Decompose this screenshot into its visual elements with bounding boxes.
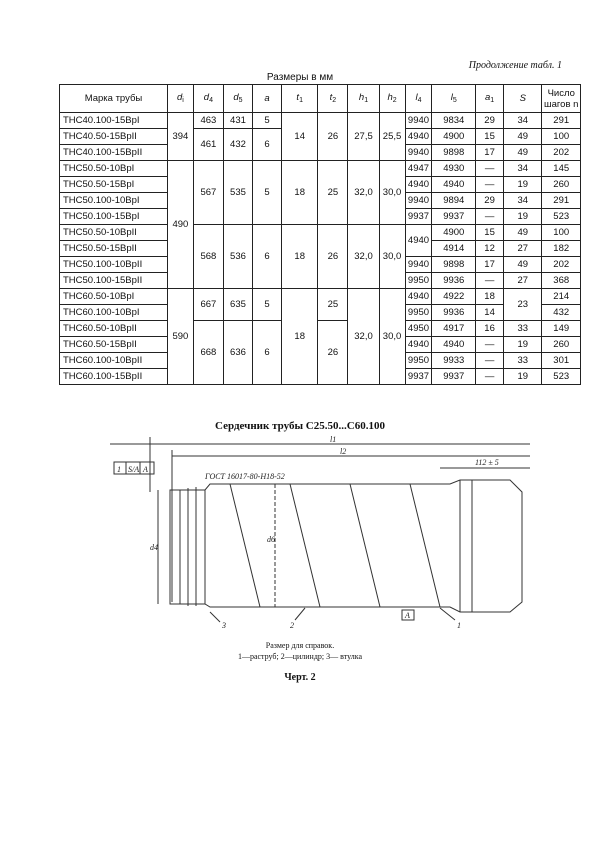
table-cell: 27 bbox=[504, 241, 542, 257]
table-row bbox=[60, 289, 581, 305]
table-cell: 19 bbox=[504, 209, 542, 225]
table-cell: 9940 bbox=[405, 113, 432, 129]
table-cell: 18 bbox=[282, 161, 318, 225]
table-cell: — bbox=[476, 369, 504, 385]
table-header-row bbox=[60, 85, 581, 113]
table-cell: 25 bbox=[318, 161, 348, 225]
table-cell: 536 bbox=[223, 225, 252, 289]
header-cell: Марка трубы bbox=[60, 85, 168, 113]
pipe-mark-cell: ТНС60.100-10ВрI bbox=[60, 305, 168, 321]
table-cell: 25,5 bbox=[379, 113, 405, 161]
header-cell: S bbox=[504, 85, 542, 113]
table-cell: 29 bbox=[476, 193, 504, 209]
table-cell: 214 bbox=[542, 289, 581, 305]
table-cell: 9936 bbox=[432, 305, 476, 321]
table-cell: 25 bbox=[318, 289, 348, 321]
table-cell: 4930 bbox=[432, 161, 476, 177]
header-cell: $d_5$ bbox=[223, 85, 252, 113]
table-cell: 4940 bbox=[405, 177, 432, 193]
table-cell: 291 bbox=[542, 193, 581, 209]
table-cell: 432 bbox=[223, 129, 252, 161]
table-cell: 202 bbox=[542, 145, 581, 161]
header-cell: $a_1$ bbox=[476, 85, 504, 113]
table-cell: 5 bbox=[253, 113, 282, 129]
table-cell: 49 bbox=[504, 145, 542, 161]
table-cell: 432 bbox=[542, 305, 581, 321]
table-cell: 27,5 bbox=[348, 113, 379, 161]
table-cell: 32,0 bbox=[348, 225, 379, 289]
table-cell: 17 bbox=[476, 257, 504, 273]
table-cell: 636 bbox=[223, 321, 252, 385]
table-row bbox=[60, 161, 581, 177]
table-cell: 4947 bbox=[405, 161, 432, 177]
table-cell: 14 bbox=[476, 305, 504, 321]
table-cell: 9937 bbox=[432, 369, 476, 385]
header-cell: $l_4$ bbox=[405, 85, 432, 113]
table-cell: — bbox=[476, 177, 504, 193]
table-cell: 9834 bbox=[432, 113, 476, 129]
table-cell: 182 bbox=[542, 241, 581, 257]
table-cell: 9894 bbox=[432, 193, 476, 209]
header-cell: $t_1$ bbox=[282, 85, 318, 113]
table-cell: 34 bbox=[504, 113, 542, 129]
table-cell: 4922 bbox=[432, 289, 476, 305]
table-cell: 490 bbox=[167, 161, 193, 289]
table-cell: 9950 bbox=[405, 273, 432, 289]
table-cell: 145 bbox=[542, 161, 581, 177]
datum-a-label: A bbox=[405, 611, 410, 620]
table-cell: 9933 bbox=[432, 353, 476, 369]
part-1-label: 1 bbox=[457, 621, 461, 630]
table-cell: 535 bbox=[223, 161, 252, 225]
tol-n: 1 bbox=[117, 465, 121, 474]
table-cell: 33 bbox=[504, 353, 542, 369]
table-cell: 5 bbox=[253, 289, 282, 321]
table-cell: 4940 bbox=[432, 177, 476, 193]
table-cell: 4917 bbox=[432, 321, 476, 337]
header-cell: $h_1$ bbox=[348, 85, 379, 113]
table-cell: 33 bbox=[504, 321, 542, 337]
pipe-mark-cell: ТНС60.50-10ВрII bbox=[60, 321, 168, 337]
header-cell: $l_5$ bbox=[432, 85, 476, 113]
table-cell: 18 bbox=[282, 225, 318, 289]
table-cell: 9940 bbox=[405, 193, 432, 209]
table-cell: 49 bbox=[504, 257, 542, 273]
table-cell: 9950 bbox=[405, 353, 432, 369]
table-cell: 29 bbox=[476, 113, 504, 129]
table-cell: 15 bbox=[476, 129, 504, 145]
table-cell: 394 bbox=[167, 113, 193, 161]
table-cell: 9898 bbox=[432, 145, 476, 161]
drawing-title: Сердечник трубы С25.50...С60.100 bbox=[215, 420, 385, 432]
tol-a: A bbox=[143, 465, 148, 474]
table-cell: 6 bbox=[253, 321, 282, 385]
table-cell: 14 bbox=[282, 113, 318, 161]
pipe-mark-cell: ТНС50.50-15ВрII bbox=[60, 241, 168, 257]
table-cell: 567 bbox=[193, 161, 223, 225]
table-cell: 9898 bbox=[432, 257, 476, 273]
continuation-label: Продолжение табл. 1 bbox=[468, 60, 562, 71]
table-cell: 17 bbox=[476, 145, 504, 161]
table-cell: 368 bbox=[542, 273, 581, 289]
table-cell: 291 bbox=[542, 113, 581, 129]
table-cell: 18 bbox=[476, 289, 504, 305]
table-cell: 635 bbox=[223, 289, 252, 321]
dim-l1: l1 bbox=[330, 435, 337, 444]
table-cell: 667 bbox=[193, 289, 223, 321]
table-cell: 4900 bbox=[432, 225, 476, 241]
table-cell: 26 bbox=[318, 321, 348, 385]
table-cell: — bbox=[476, 161, 504, 177]
table-cell: — bbox=[476, 209, 504, 225]
table-cell: 19 bbox=[504, 177, 542, 193]
pipe-mark-cell: ТНС60.50-10ВрI bbox=[60, 289, 168, 305]
table-cell: 149 bbox=[542, 321, 581, 337]
pipe-mark-cell: ТНС60.50-15ВрII bbox=[60, 337, 168, 353]
table-cell: 26 bbox=[318, 225, 348, 289]
table-cell: 100 bbox=[542, 225, 581, 241]
table-cell: 4940 bbox=[432, 337, 476, 353]
table-cell: 9937 bbox=[432, 209, 476, 225]
pipe-mark-cell: ТНС50.50-10ВрII bbox=[60, 225, 168, 241]
pipe-mark-cell: ТНС50.100-15ВрII bbox=[60, 273, 168, 289]
header-cell: $d_4$ bbox=[193, 85, 223, 113]
tol-sa: S/A bbox=[128, 465, 140, 474]
note-line-2: 1—раструб; 2—цилиндр; 3— втулка bbox=[237, 652, 363, 661]
header-cell: $h_2$ bbox=[379, 85, 405, 113]
table-cell: 4940 bbox=[405, 225, 432, 257]
pipe-mark-cell: ТНС50.50-15ВрI bbox=[60, 177, 168, 193]
table-cell: 9940 bbox=[405, 145, 432, 161]
pipe-mark-cell: ТНС50.50-10ВрI bbox=[60, 161, 168, 177]
table-cell: 590 bbox=[167, 289, 193, 385]
dim-l2: l2 bbox=[340, 447, 347, 456]
table-cell: 19 bbox=[504, 337, 542, 353]
header-cell: a bbox=[253, 85, 282, 113]
pipe-mark-cell: ТНС40.50-15ВрII bbox=[60, 129, 168, 145]
table-cell: 461 bbox=[193, 129, 223, 161]
table-cell: 32,0 bbox=[348, 289, 379, 385]
table-cell: 32,0 bbox=[348, 161, 379, 225]
table-cell: 34 bbox=[504, 161, 542, 177]
table-cell: 9950 bbox=[405, 305, 432, 321]
header-cell: Число шагов n bbox=[542, 85, 581, 113]
table-cell: 4940 bbox=[405, 337, 432, 353]
table-row bbox=[60, 321, 581, 337]
table-cell: 30,0 bbox=[379, 225, 405, 289]
figure-label: Черт. 2 bbox=[284, 672, 316, 683]
table-cell: 30,0 bbox=[379, 161, 405, 225]
table-cell: 6 bbox=[253, 129, 282, 161]
table-cell: 100 bbox=[542, 129, 581, 145]
drawing-notes bbox=[0, 640, 600, 662]
pipe-mark-cell: ТНС50.100-10ВрII bbox=[60, 257, 168, 273]
table-cell: 4900 bbox=[432, 129, 476, 145]
pipe-mark-cell: ТНС60.100-15ВрII bbox=[60, 369, 168, 385]
table-cell: 260 bbox=[542, 177, 581, 193]
table-cell: 49 bbox=[504, 225, 542, 241]
table-cell: 9937 bbox=[405, 209, 432, 225]
table-cell: 9940 bbox=[405, 257, 432, 273]
table-cell: 668 bbox=[193, 321, 223, 385]
table-cell: 23 bbox=[504, 289, 542, 321]
table-caption: Размеры в мм bbox=[266, 72, 334, 83]
table-cell: 34 bbox=[504, 193, 542, 209]
table-cell: — bbox=[476, 353, 504, 369]
table-cell: 4914 bbox=[432, 241, 476, 257]
dim-d4: d4 bbox=[150, 543, 158, 552]
table-cell: 4950 bbox=[405, 321, 432, 337]
table-cell: 463 bbox=[193, 113, 223, 129]
header-cell: $d_i$ bbox=[167, 85, 193, 113]
table-cell: 26 bbox=[318, 113, 348, 161]
table-cell: 202 bbox=[542, 257, 581, 273]
dim-112: 112 ± 5 bbox=[475, 458, 499, 467]
table-cell: — bbox=[476, 337, 504, 353]
dim-d6: d6 bbox=[267, 535, 275, 544]
table-cell: 568 bbox=[193, 225, 223, 289]
table-cell: 16 bbox=[476, 321, 504, 337]
table-cell: 4940 bbox=[405, 129, 432, 145]
table-cell: — bbox=[476, 273, 504, 289]
table-cell: 260 bbox=[542, 337, 581, 353]
table-cell: 6 bbox=[253, 225, 282, 289]
pipe-mark-cell: ТНС50.100-15ВрI bbox=[60, 209, 168, 225]
table-cell: 15 bbox=[476, 225, 504, 241]
table-row bbox=[60, 113, 581, 129]
pipe-mark-cell: ТНС40.100-15ВрI bbox=[60, 113, 168, 129]
table-cell: 5 bbox=[253, 161, 282, 225]
pipe-mark-cell: ТНС60.100-10ВрII bbox=[60, 353, 168, 369]
table-cell: 431 bbox=[223, 113, 252, 129]
table-cell: 9936 bbox=[432, 273, 476, 289]
table-cell: 12 bbox=[476, 241, 504, 257]
header-cell: $t_2$ bbox=[318, 85, 348, 113]
part-2-label: 2 bbox=[290, 621, 294, 630]
note-line-1: Размер для справок. bbox=[265, 641, 335, 650]
table-cell: 4940 bbox=[405, 289, 432, 305]
table-cell: 18 bbox=[282, 289, 318, 385]
table-cell: 523 bbox=[542, 369, 581, 385]
table-cell: 27 bbox=[504, 273, 542, 289]
pipe-dimensions-table bbox=[59, 84, 581, 385]
table-cell: 19 bbox=[504, 369, 542, 385]
pipe-mark-cell: ТНС50.100-10ВрI bbox=[60, 193, 168, 209]
pipe-core-drawing bbox=[110, 432, 530, 632]
table-cell: 9937 bbox=[405, 369, 432, 385]
table-cell: 301 bbox=[542, 353, 581, 369]
table-cell: 523 bbox=[542, 209, 581, 225]
table-cell: 49 bbox=[504, 129, 542, 145]
part-3-label: 3 bbox=[222, 621, 226, 630]
table-row bbox=[60, 225, 581, 241]
gost-label: ГОСТ 16017-80-Н18-52 bbox=[205, 472, 285, 481]
pipe-mark-cell: ТНС40.100-15ВрII bbox=[60, 145, 168, 161]
table-cell: 30,0 bbox=[379, 289, 405, 385]
